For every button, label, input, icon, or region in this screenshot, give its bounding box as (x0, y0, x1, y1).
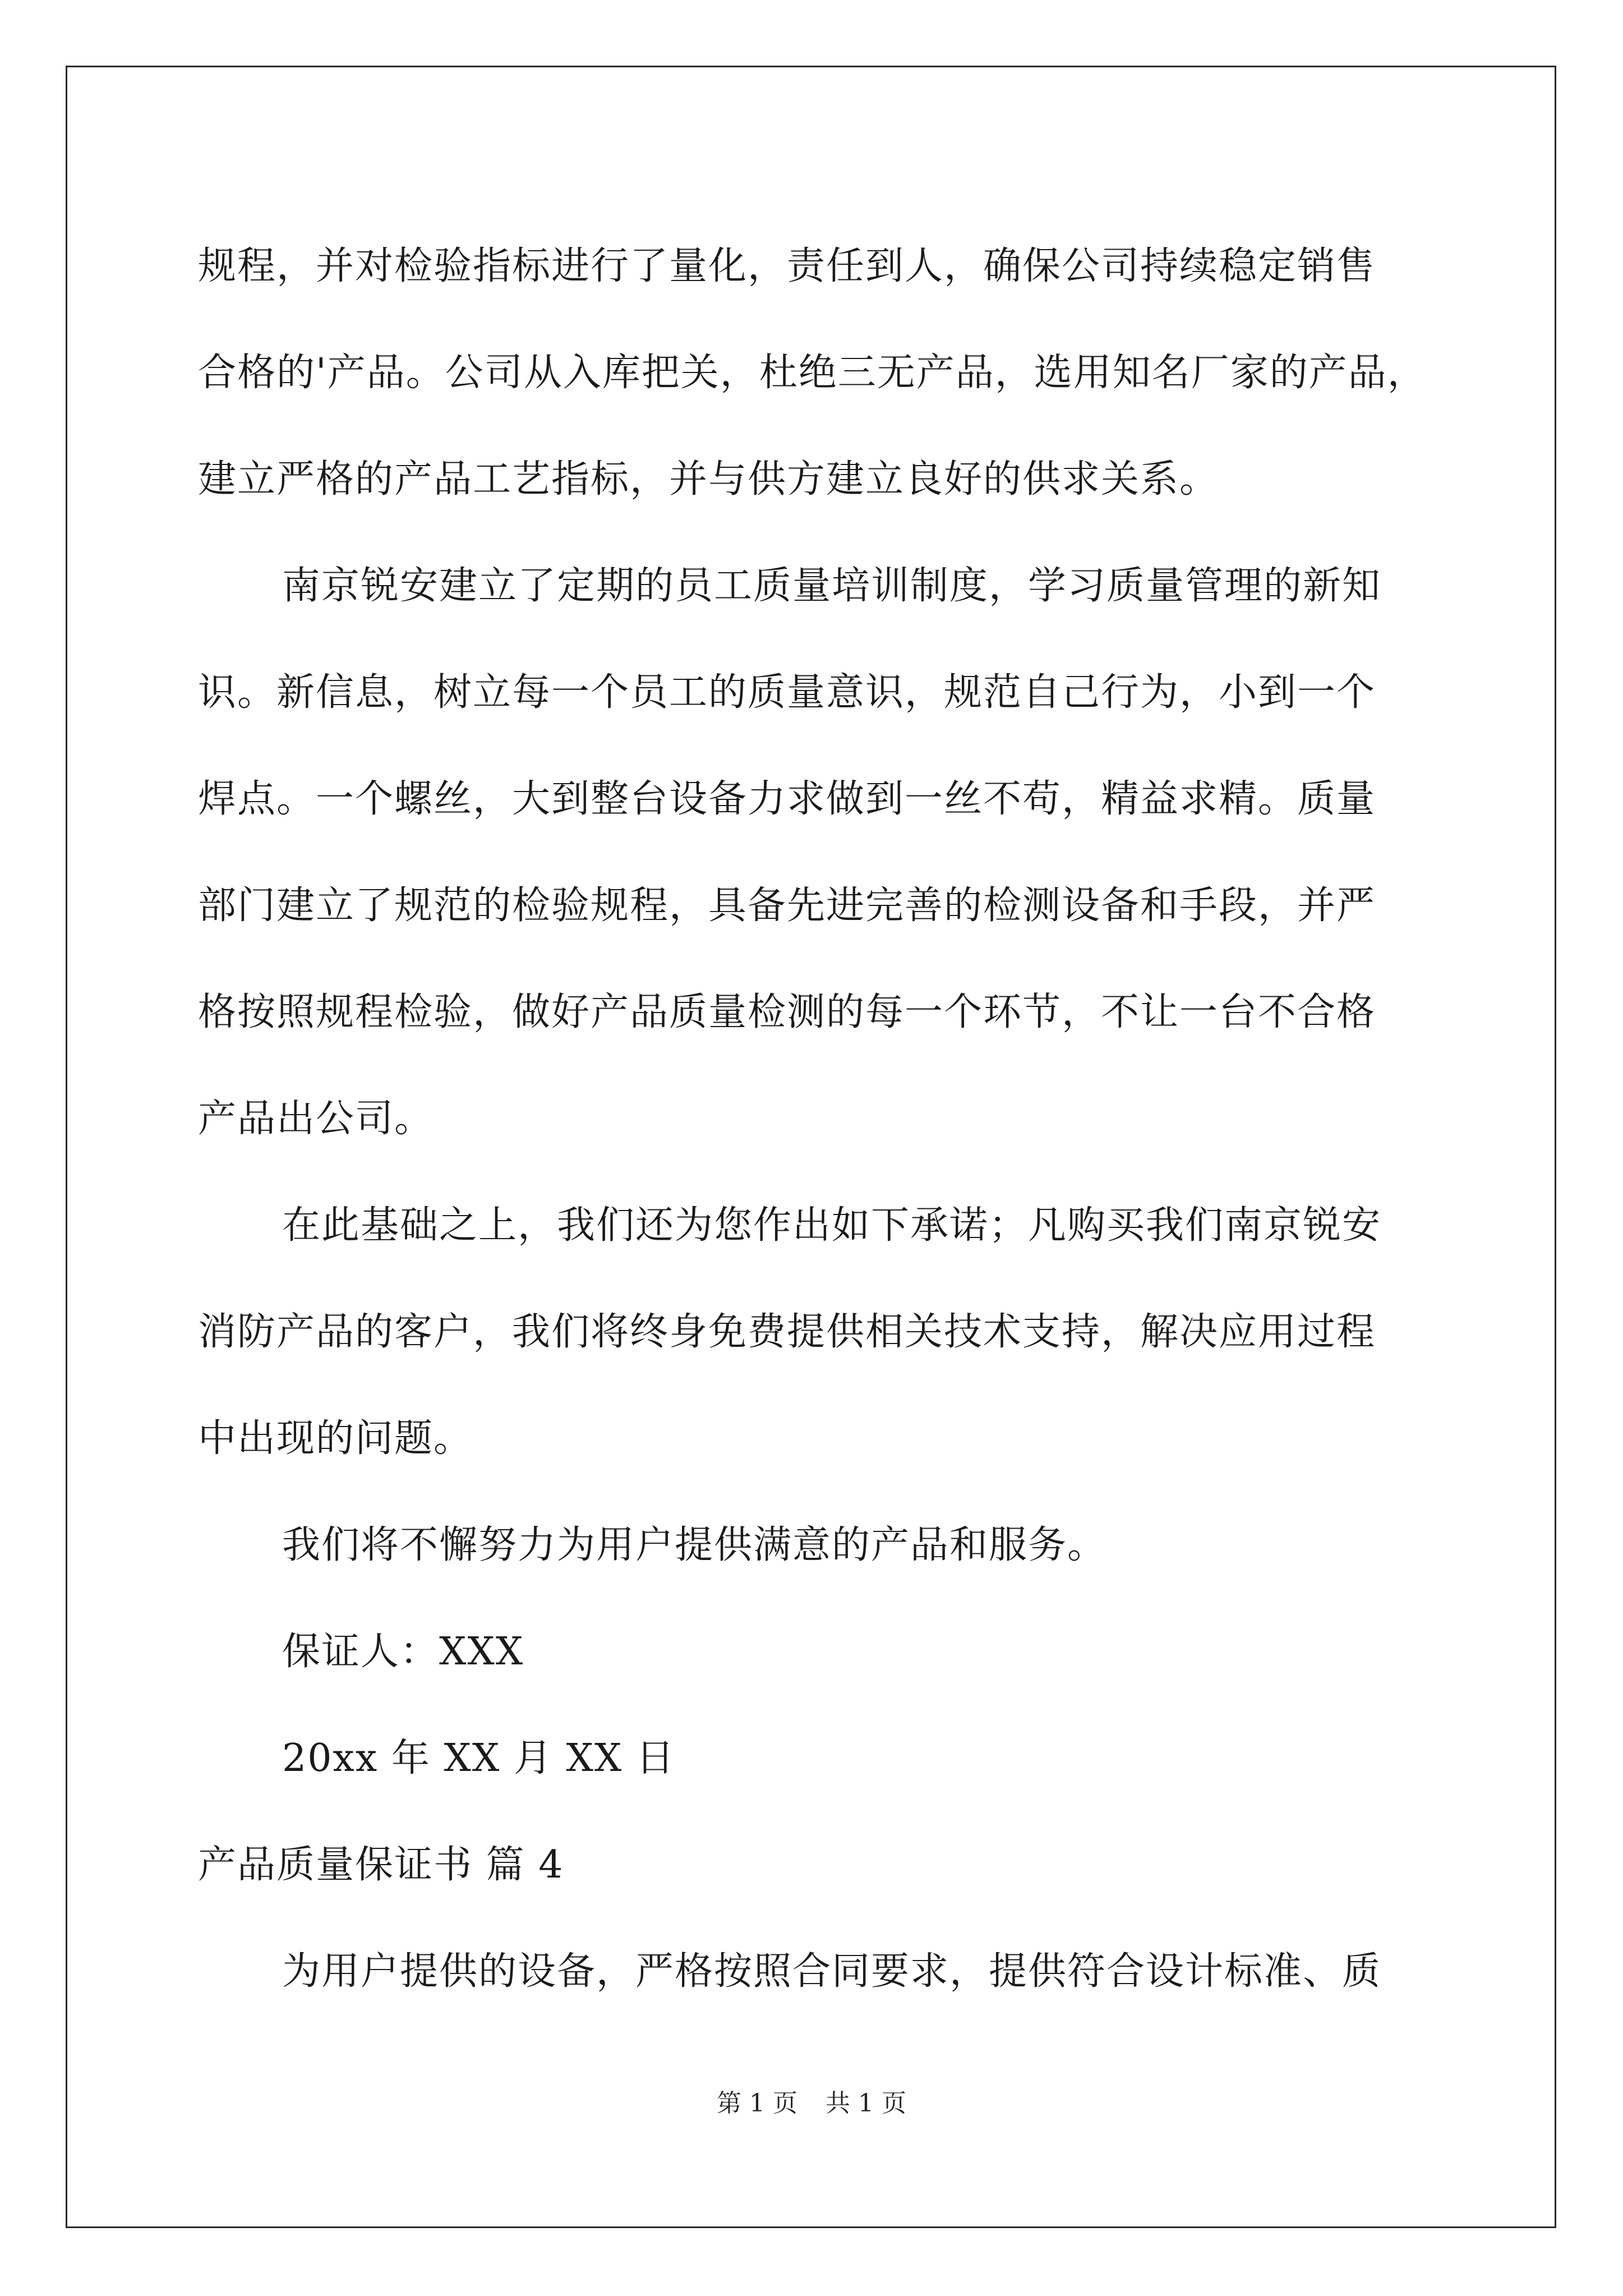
page-total: 共 1 页 (826, 2089, 906, 2118)
paragraph-line: 识。新信息，树立每一个员工的质量意识，规范自己行为，小到一个 (198, 670, 1376, 715)
paragraph-line: 消防产品的客户，我们将终身免费提供相关技术支持，解决应用过程 (198, 1310, 1376, 1354)
paragraph-line: 部门建立了规范的检验规程，具备先进完善的检测设备和手段，并严 (198, 884, 1376, 928)
page-footer (0, 2087, 1623, 2120)
paragraph-line: 南京锐安建立了定期的员工质量培训制度，学习质量管理的新知 (282, 564, 1382, 608)
paragraph-line: 在此基础之上，我们还为您作出如下承诺；凡购买我们南京锐安 (282, 1203, 1382, 1248)
paragraph-line: 规程，并对检验指标进行了量化，责任到人，确保公司持续稳定销售 (198, 244, 1376, 288)
guarantor-line: 保证人：XXX (282, 1630, 524, 1674)
document-body (198, 213, 1465, 2025)
paragraph-line: 中出现的问题。 (198, 1416, 473, 1461)
paragraph-line: 焊点。一个螺丝，大到整台设备力求做到一丝不苟，精益求精。质量 (198, 777, 1376, 821)
paragraph-line: 格按照规程检验，做好产品质量检测的每一个环节，不让一台不合格 (198, 990, 1376, 1034)
page-number: 第 1 页 (717, 2089, 797, 2118)
paragraph-line: 为用户提供的设备，严格按照合同要求，提供符合设计标准、质 (282, 1949, 1382, 1994)
section-heading: 产品质量保证书 篇 4 (198, 1843, 564, 1887)
date-line: 20xx 年 XX 月 XX 日 (282, 1736, 675, 1780)
paragraph-line: 产品出公司。 (198, 1097, 434, 1141)
paragraph-line: 建立严格的产品工艺指标，并与供方建立良好的供求关系。 (198, 457, 1219, 501)
paragraph-line: 我们将不懈努力为用户提供满意的产品和服务。 (282, 1523, 1107, 1567)
paragraph-line: 合格的'产品。公司从入库把关，杜绝三无产品，选用知名厂家的产品， (198, 351, 1427, 395)
